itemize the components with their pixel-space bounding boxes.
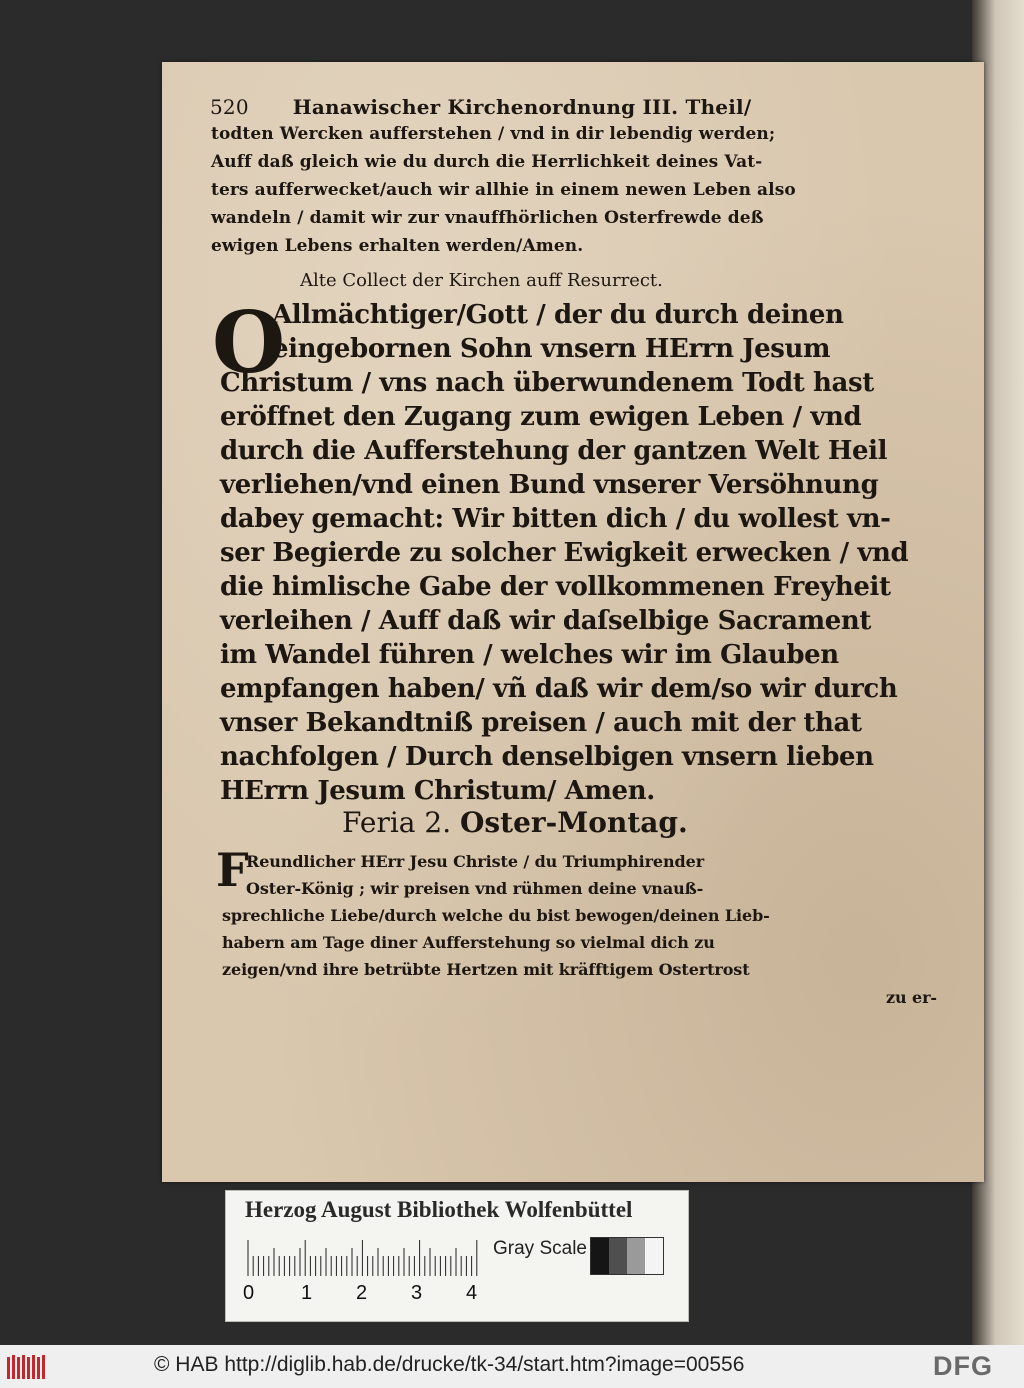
gray-swatch (609, 1238, 627, 1274)
ruler-label: 3 (411, 1282, 423, 1304)
drop-capital: O (212, 293, 286, 392)
body-line: vnser Bekandtniß preisen / auch mit der that (220, 708, 862, 738)
ruler-label: 4 (466, 1282, 478, 1304)
body-line: im Wandel führen / welches wir im Glauben (220, 640, 839, 670)
final-line: sprechliche Liebe/durch welche du bist bewogen/deinen Lieb- (222, 906, 770, 925)
copyright-link[interactable]: © HAB http://diglib.hab.de/drucke/tk-34/start.htm?image=00556 (154, 1353, 745, 1376)
final-line: zeigen/vnd ihre betrübte Hertzen mit kräfftigem Ostertrost (222, 960, 750, 979)
gray-scale-swatch (590, 1237, 664, 1275)
body-line: eingebornen Sohn vnsern HErrn Jesum (272, 334, 831, 364)
intro-line: wandeln / damit wir zur vnauffhörlichen Osterfrewde deß (211, 208, 764, 228)
body-line: empfangen haben/ vñ daß wir dem/so wir durch (220, 674, 898, 704)
body-line: verliehen/vnd einen Bund vnserer Versöhnung (220, 470, 879, 500)
body-line: nachfolgen / Durch denselbigen vnsern lieben (220, 742, 874, 772)
final-line: habern am Tage diner Aufferstehung so vielmal dich zu (222, 933, 715, 952)
body-line: die himlische Gabe der vollkommenen Freyheit (220, 572, 891, 602)
intro-line: ewigen Lebens erhalten werden/Amen. (211, 236, 584, 256)
ruler-label: 1 (301, 1282, 313, 1304)
ruler-label: 2 (356, 1282, 368, 1304)
final-line: Reundlicher HErr Jesu Christe / du Triumphirender (246, 852, 705, 871)
running-title: Hanawischer Kirchenordnung III. Theil/ (292, 95, 752, 119)
final-line: Oster-König ; wir preisen vnd rühmen deine vnauß- (246, 879, 704, 898)
section-heading: Alte Collect der Kirchen auff Resurrect. (300, 270, 663, 291)
body-line: ser Begierde zu solcher Ewigkeit erwecken / vnd (220, 538, 909, 568)
feria-title: Oster-Montag. (460, 806, 688, 839)
body-line: Christum / vns nach überwundenem Todt hast (220, 368, 874, 398)
body-line: Allmächtiger/Gott / der du durch deinen (272, 300, 844, 330)
catchword: zu er- (886, 988, 937, 1007)
ruler-label: 0 (243, 1282, 255, 1304)
gray-swatch (645, 1238, 663, 1274)
library-name: Herzog August Bibliothek Wolfenbüttel (245, 1197, 633, 1222)
drop-capital-2: F (216, 843, 249, 897)
body-line: dabey gemacht: Wir bitten dich / du wollest vn- (220, 504, 891, 534)
gray-scale-label: Gray Scale (493, 1238, 587, 1259)
scale-ruler (246, 1238, 482, 1276)
body-line: verleihen / Auff daß wir daſselbige Sacrament (220, 606, 871, 636)
intro-line: Auff daß gleich wie du durch die Herrlichkeit deines Vat- (211, 152, 763, 172)
intro-line: ters aufferwecket/auch wir allhie in einem newen Leben also (211, 180, 796, 200)
page-header (210, 95, 751, 119)
dfg-logo: DFG (933, 1351, 993, 1381)
gray-swatch (627, 1238, 645, 1274)
hab-logo-icon (6, 1353, 48, 1381)
body-line: durch die Aufferstehung der gantzen Welt Heil (220, 436, 888, 466)
intro-line: todten Wercken aufferstehen / vnd in dir lebendig werden; (211, 124, 776, 144)
page-number: 520 (210, 95, 249, 119)
feria-heading (342, 806, 688, 839)
gray-swatch (591, 1238, 609, 1274)
body-line: HErrn Jesum Christum/ Amen. (220, 776, 655, 806)
feria-prefix: Feria 2. (342, 806, 452, 839)
body-line: eröffnet den Zugang zum ewigen Leben / vnd (220, 402, 862, 432)
